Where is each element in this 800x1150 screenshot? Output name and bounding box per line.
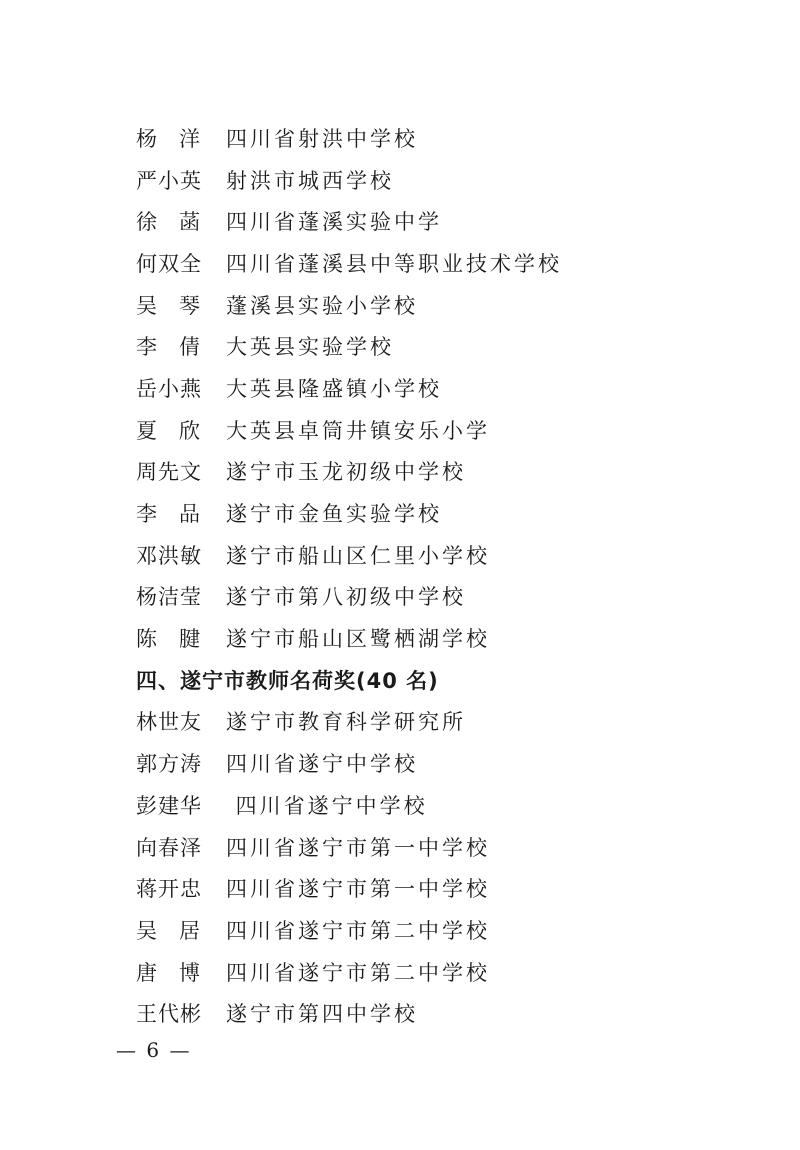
teacher-name: 邓洪敏	[136, 543, 202, 568]
list-item	[136, 492, 736, 534]
list-item	[136, 867, 736, 909]
list-item	[136, 909, 736, 951]
award-list	[136, 117, 736, 1034]
list-item	[136, 409, 736, 451]
list-item	[136, 742, 736, 784]
teacher-name: 林世友	[136, 710, 202, 735]
school-name: 遂宁市教育科学研究所	[226, 710, 466, 735]
school-name: 四川省遂宁中学校	[226, 752, 418, 777]
school-name: 遂宁市第八初级中学校	[226, 585, 466, 610]
teacher-name: 徐 菡	[136, 210, 200, 235]
school-name: 蓬溪县实验小学校	[226, 293, 418, 318]
teacher-name: 彭建华	[136, 793, 202, 818]
teacher-name: 蒋开忠	[136, 877, 202, 902]
school-name: 四川省蓬溪实验中学	[226, 210, 442, 235]
teacher-name: 向春泽	[136, 835, 202, 860]
school-name: 四川省遂宁中学校	[226, 793, 428, 818]
school-name: 大英县卓筒井镇安乐小学	[226, 418, 490, 443]
list-item	[136, 200, 736, 242]
list-item	[136, 451, 736, 493]
teacher-name: 王代彬	[136, 1002, 202, 1027]
list-item	[136, 701, 736, 743]
school-name: 四川省遂宁市第一中学校	[226, 877, 490, 902]
list-item	[136, 992, 736, 1034]
list-item	[136, 784, 736, 826]
teacher-name: 李 倩	[136, 335, 200, 360]
teacher-name: 岳小燕	[136, 376, 202, 401]
list-item	[136, 826, 736, 868]
school-name: 四川省遂宁市第二中学校	[226, 960, 490, 985]
teacher-name: 唐 博	[136, 960, 200, 985]
teacher-name: 杨 洋	[136, 126, 200, 151]
page-number: — 6 —	[116, 1038, 192, 1062]
school-name: 遂宁市船山区仁里小学校	[226, 543, 490, 568]
school-name: 大英县隆盛镇小学校	[226, 376, 442, 401]
teacher-name: 郭方涛	[136, 752, 202, 777]
school-name: 遂宁市玉龙初级中学校	[226, 460, 466, 485]
list-item	[136, 117, 736, 159]
school-name: 遂宁市金鱼实验学校	[226, 502, 442, 527]
teacher-name: 李 品	[136, 502, 200, 527]
list-item	[136, 617, 736, 659]
list-item	[136, 367, 736, 409]
teacher-name: 何双全	[136, 251, 202, 276]
teacher-name: 夏 欣	[136, 418, 200, 443]
list-item	[136, 576, 736, 618]
teacher-name: 吴 居	[136, 918, 200, 943]
list-item	[136, 242, 736, 284]
school-name: 大英县实验学校	[226, 335, 394, 360]
teacher-name: 杨洁莹	[136, 585, 202, 610]
list-item	[136, 951, 736, 993]
teacher-name: 严小英	[136, 168, 202, 193]
school-name: 四川省遂宁市第一中学校	[226, 835, 490, 860]
school-name: 遂宁市第四中学校	[226, 1002, 418, 1027]
list-item	[136, 159, 736, 201]
list-item	[136, 534, 736, 576]
section-heading: 四、遂宁市教师名荷奖(40 名)	[136, 668, 439, 693]
list-item	[136, 284, 736, 326]
teacher-name: 周先文	[136, 460, 202, 485]
teacher-name: 陈 腱	[136, 627, 200, 652]
school-name: 四川省遂宁市第二中学校	[226, 918, 490, 943]
school-name: 四川省蓬溪县中等职业技术学校	[226, 251, 562, 276]
list-item	[136, 325, 736, 367]
school-name: 射洪市城西学校	[226, 168, 394, 193]
school-name: 遂宁市船山区鹭栖湖学校	[226, 627, 490, 652]
school-name: 四川省射洪中学校	[226, 126, 418, 151]
teacher-name: 吴 琴	[136, 293, 200, 318]
